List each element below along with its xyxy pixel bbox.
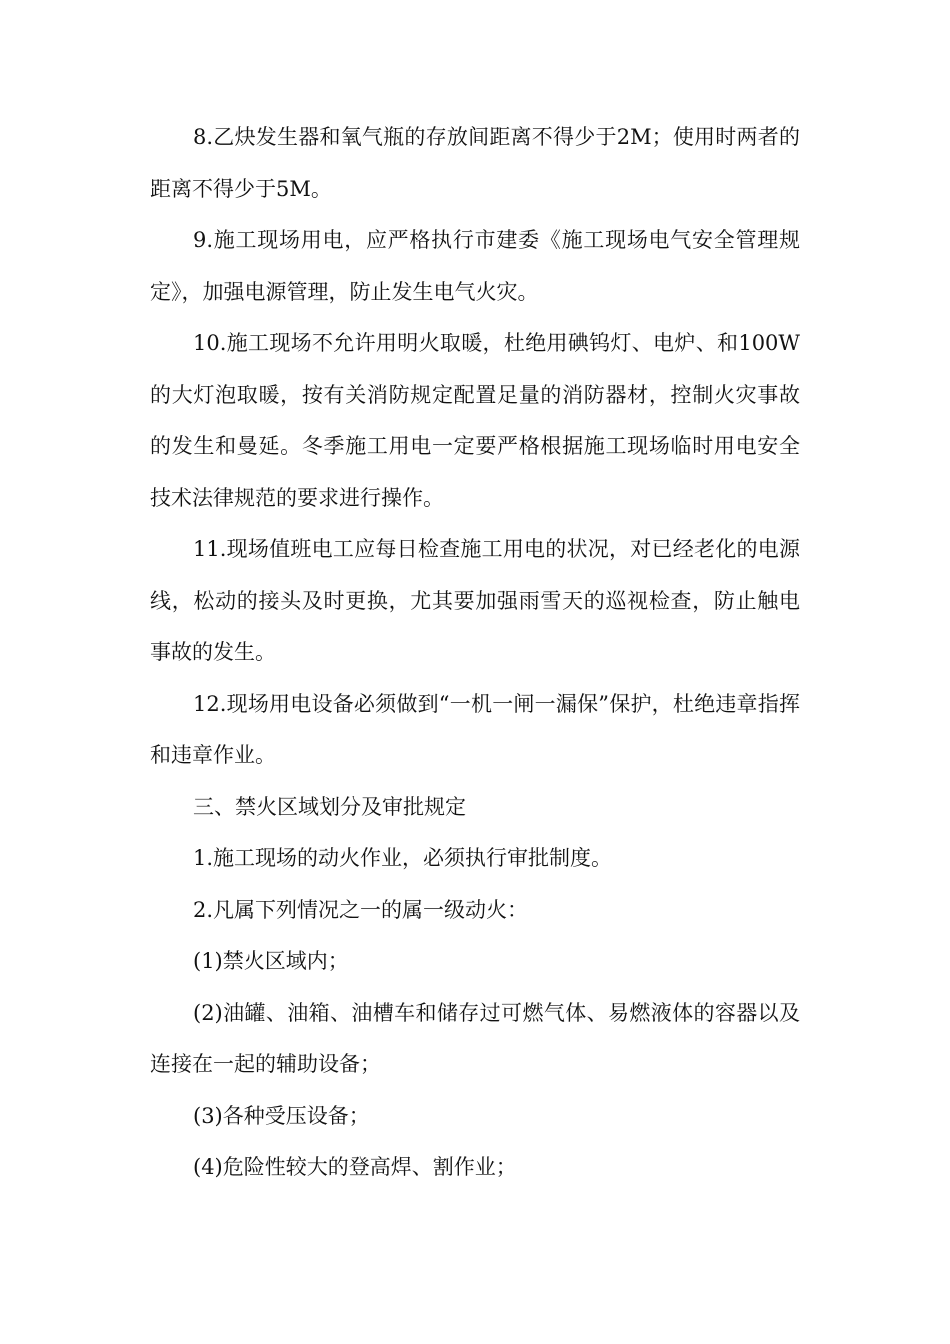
paragraph-item-8: 8.乙炔发生器和氧气瓶的存放间距离不得少于2M；使用时两者的距离不得少于5M。 <box>150 125 800 201</box>
sub-item-4: (4)危险性较大的登高焊、割作业； <box>193 1155 517 1179</box>
paragraph-item-2: 2.凡属下列情况之一的属一级动火： <box>193 897 529 922</box>
sub-item-2: (2)油罐、油箱、油槽车和储存过可燃气体、易燃液体的容器以及连接在一起的辅助设备； <box>150 1000 800 1076</box>
paragraph-item-12: 12.现场用电设备必须做到“一机一闸一漏保”保护，杜绝违章指挥和违章作业。 <box>150 691 800 767</box>
paragraph-item-11: 11.现场值班电工应每日检查施工用电的状况，对已经老化的电源线，松动的接头及时更换，尤其要加强雨雪天的巡视检查，防止触电事故的发生。 <box>150 537 800 664</box>
document-body <box>150 112 800 1194</box>
paragraph-item-1: 1.施工现场的动火作业，必须执行审批制度。 <box>193 846 613 870</box>
paragraph-item-9: 9.施工现场用电，应严格执行市建委《施工现场电气安全管理规定》，加强电源管理，防止发生电气火灾。 <box>150 228 800 304</box>
sub-item-1: (1)禁火区域内； <box>193 949 349 973</box>
section-heading: 三、禁火区域划分及审批规定 <box>193 794 466 819</box>
sub-item-3: (3)各种受压设备； <box>193 1103 370 1128</box>
paragraph-item-10: 10.施工现场不允许用明火取暖，杜绝用碘钨灯、电炉、和100W的大灯泡取暖，按有关消防规定配置足量的消防器材，控制火灾事故的发生和曼延。冬季施工用电一定要严格根据施工现场临时用电安全技术法律规范的要求进行操作。 <box>150 331 800 510</box>
